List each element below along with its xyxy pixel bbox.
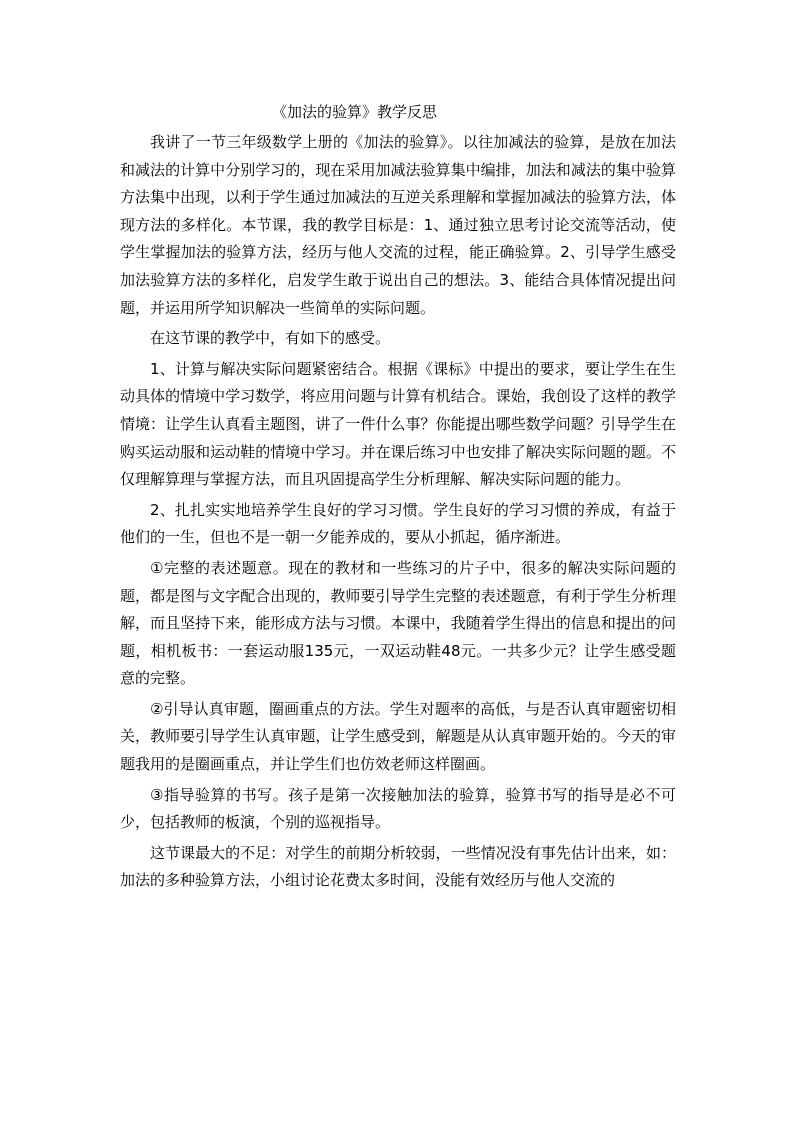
document-body — [120, 129, 676, 895]
paragraph-shortcoming: 这节课最大的不足：对学生的前期分析较弱，一些情况没有事先估计出来，如：加法的多种验算方法，小组讨论花费太多时间，没能有效经历与他人交流的 — [120, 843, 676, 890]
paragraph-feelings: 在这节课的教学中，有如下的感受。 — [150, 329, 391, 348]
document-title: 《加法的验算》教学反思 — [272, 103, 438, 121]
paragraph-intro: 我讲了一节三年级数学上册的《加法的验算》。以往加减法的验算，是放在加法和减法的计算中分别学习的，现在采用加减法验算集中编排，加法和减法的集中验算方法集中出现，以利于学生通过加减法的互逆关系理解和掌握加减法的验算方法，体现方法的多样化。本节课，我的教学目标是：1、通过独立思考讨论交流等活动，使学生掌握加法的验算方法，经历与他人交流的过程，能正确验算。2、引导学生感受加法验算方法的多样化，启发学生敢于说出自己的想法。3、能结合具体情况提出问题，并运用所学知识解决一些简单的实际问题。 — [120, 133, 676, 317]
paragraph-point-1: 1、计算与解决实际问题紧密结合。根据《课标》中提出的要求，要让学生在生动具体的情境中学习数学，将应用问题与计算有机结合。课始，我创设了这样的教学情境：让学生认真看主题图，讲了一件什么事？你能提出哪些数学问题？引导学生在购买运动服和运动鞋的情境中学习。并在课后练习中也安排了解决实际问题的题。不仅理解算理与掌握方法，而且巩固提高学生分析理解、解决实际问题的能力。 — [120, 359, 676, 489]
paragraph-subpoint-3: ③指导验算的书写。孩子是第一次接触加法的验算，验算书写的指导是必不可少，包括教师的板演，个别的巡视指导。 — [120, 785, 676, 832]
paragraph-subpoint-2: ②引导认真审题，圈画重点的方法。学生对题率的高低，与是否认真审题密切相关，教师要引导学生认真审题，让学生感受到，解题是从认真审题开始的。今天的审题我用的是圈画重点，并让学生们也仿效老师这样圈画。 — [120, 699, 676, 774]
paragraph-point-2: 2、扎扎实实地培养学生良好的学习习惯。学生良好的学习习惯的养成，有益于他们的一生，但也不是一朝一夕能养成的，要从小抓起，循序渐进。 — [120, 500, 676, 547]
paragraph-subpoint-1: ①完整的表述题意。现在的教材和一些练习的片子中，很多的解决实际问题的题，都是图与文字配合出现的，教师要引导学生完整的表述题意，有利于学生分析理解，而且坚持下来，能形成方法与习惯。本课中，我随着学生得出的信息和提出的问题，相机板书：一套运动服135元，一双运动鞋48元。一共多少元？让学生感受题意的完整。 — [120, 558, 676, 688]
